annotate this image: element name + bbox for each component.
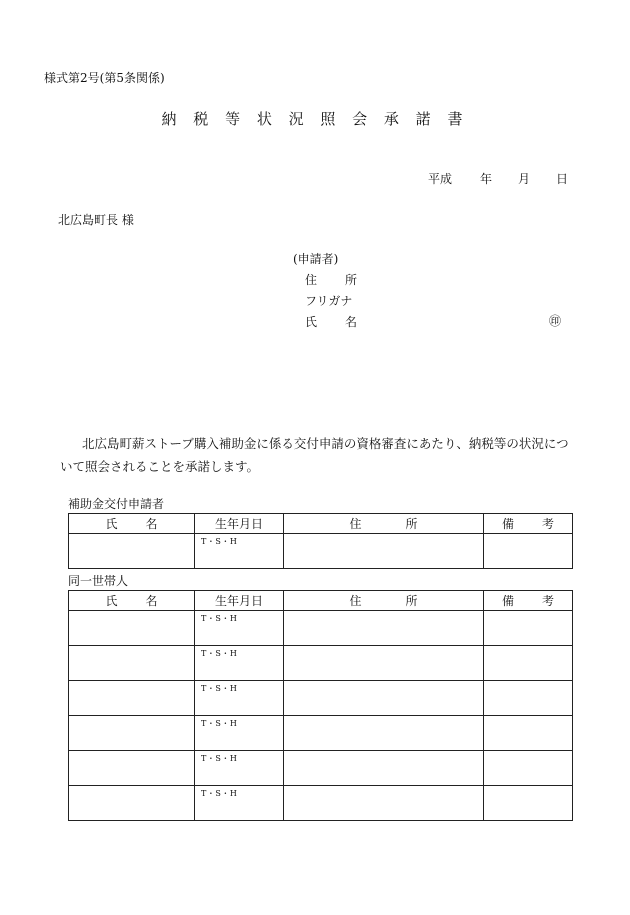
table-row	[69, 681, 573, 716]
date-year: 年	[480, 172, 493, 186]
table-row	[69, 786, 573, 821]
date-era: 平成	[428, 172, 453, 186]
address-cell[interactable]	[284, 534, 484, 569]
name-cell[interactable]	[69, 751, 195, 786]
address-cell[interactable]	[284, 751, 484, 786]
consent-statement: 北広島町薪ストーブ購入補助金に係る交付申請の資格審査にあたり、納税等の状況について照会されることを承諾します。	[60, 436, 569, 474]
name-cell[interactable]	[69, 681, 195, 716]
remarks-cell[interactable]	[484, 611, 573, 646]
remarks-cell[interactable]	[484, 786, 573, 821]
col-address: 住 所	[284, 514, 484, 534]
col-name: 氏 名	[69, 514, 195, 534]
remarks-cell[interactable]	[484, 681, 573, 716]
table-header-row	[69, 514, 573, 534]
date-line	[428, 170, 568, 187]
address-cell[interactable]	[284, 786, 484, 821]
applicant-block	[293, 249, 357, 333]
remarks-cell[interactable]	[484, 716, 573, 751]
document-title: 納 税 等 状 況 照 会 承 諾 書	[161, 110, 469, 128]
addressee: 北広島町長 様	[58, 213, 134, 227]
table-header-row	[69, 591, 573, 611]
birth-cell[interactable]: T・S・H	[195, 681, 284, 716]
household-table	[68, 590, 573, 821]
col-remarks: 備 考	[484, 514, 573, 534]
applicant-furigana-label: フリガナ	[305, 294, 353, 308]
applicant-header: (申請者)	[293, 252, 339, 266]
birth-cell[interactable]: T・S・H	[195, 751, 284, 786]
name-cell[interactable]	[69, 786, 195, 821]
form-number: 様式第2号(第5条関係)	[44, 71, 165, 85]
applicant-address-label: 住 所	[305, 273, 357, 287]
name-cell[interactable]	[69, 611, 195, 646]
name-cell[interactable]	[69, 646, 195, 681]
section-applicant-label: 補助金交付申請者	[68, 497, 165, 511]
name-cell[interactable]	[69, 534, 195, 569]
address-cell[interactable]	[284, 646, 484, 681]
col-address: 住 所	[284, 591, 484, 611]
address-cell[interactable]	[284, 716, 484, 751]
col-remarks: 備 考	[484, 591, 573, 611]
table-row	[69, 611, 573, 646]
birth-cell[interactable]: T・S・H	[195, 646, 284, 681]
birth-cell[interactable]: T・S・H	[195, 534, 284, 569]
applicant-table	[68, 513, 573, 569]
birth-cell[interactable]: T・S・H	[195, 786, 284, 821]
address-cell[interactable]	[284, 681, 484, 716]
birth-cell[interactable]: T・S・H	[195, 716, 284, 751]
col-name: 氏 名	[69, 591, 195, 611]
date-month: 月	[518, 172, 531, 186]
applicant-name-label: 氏 名	[305, 315, 357, 329]
date-day: 日	[556, 172, 569, 186]
table-row	[69, 716, 573, 751]
remarks-cell[interactable]	[484, 646, 573, 681]
col-birth: 生年月日	[195, 591, 284, 611]
remarks-cell[interactable]	[484, 534, 573, 569]
table-row	[69, 751, 573, 786]
name-cell[interactable]	[69, 716, 195, 751]
table-row	[69, 646, 573, 681]
table-row	[69, 534, 573, 569]
col-birth: 生年月日	[195, 514, 284, 534]
address-cell[interactable]	[284, 611, 484, 646]
section-household-label: 同一世帯人	[68, 574, 129, 588]
seal-mark: ㊞	[549, 314, 562, 328]
remarks-cell[interactable]	[484, 751, 573, 786]
birth-cell[interactable]: T・S・H	[195, 611, 284, 646]
